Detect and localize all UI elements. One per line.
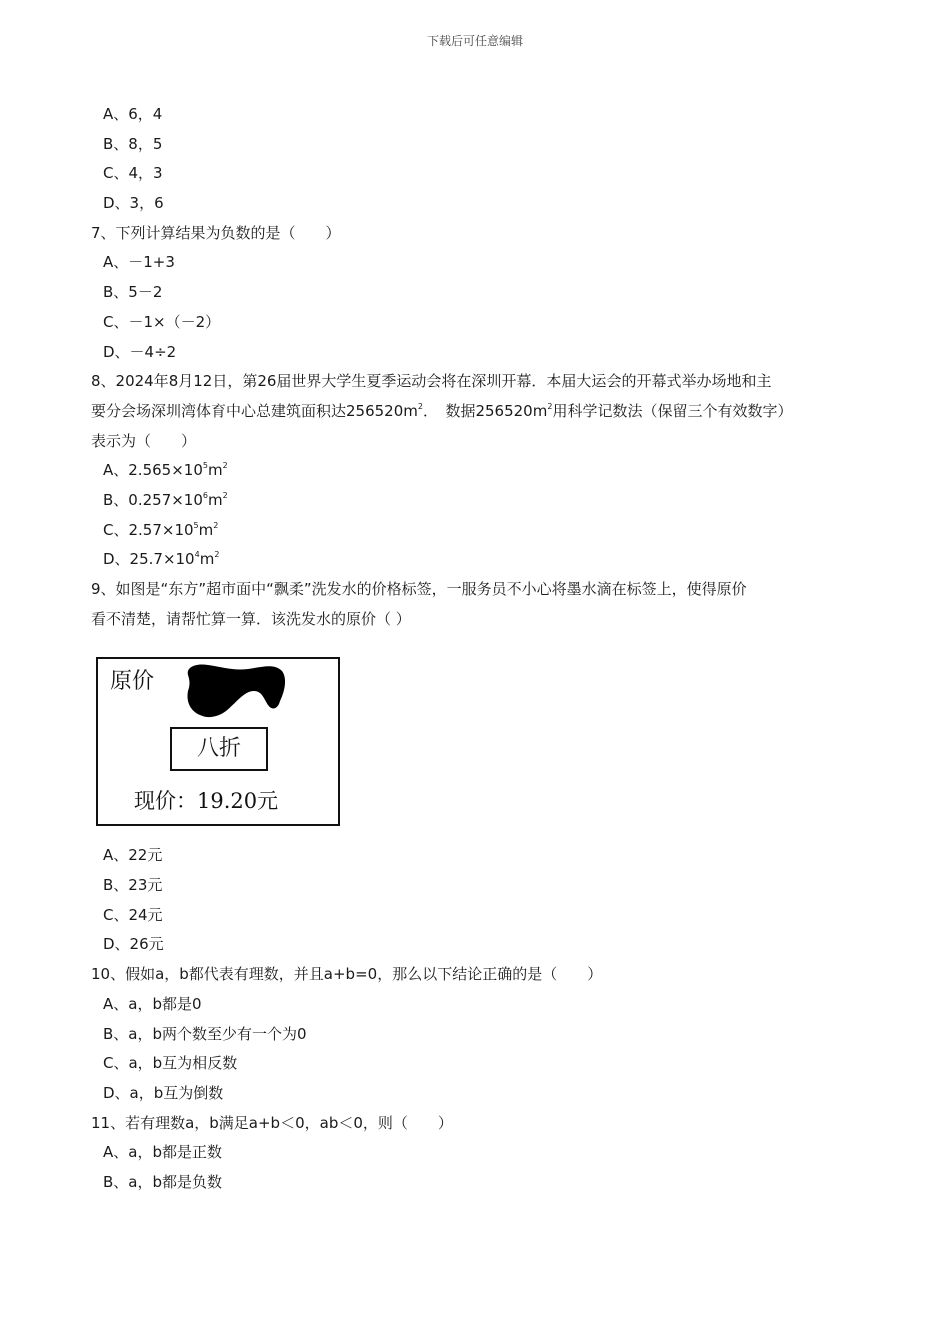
q10-option-b: B、a，b两个数至少有一个为0 bbox=[103, 1024, 307, 1043]
q8-option-b-unit-exponent: 2 bbox=[222, 490, 228, 500]
q8-option-b-exponent: 6 bbox=[202, 490, 208, 500]
q8-option-c-value: C、2.57×10 bbox=[103, 520, 194, 539]
original-price-label: 原价 bbox=[110, 669, 155, 695]
q8-stem-line3: 表示为（ ） bbox=[91, 431, 197, 450]
q8-option-b-value: B、0.257×10 bbox=[103, 490, 203, 509]
q6-option-d: D、3，6 bbox=[103, 194, 164, 213]
q7-option-b: B、5－2 bbox=[103, 283, 163, 302]
q8-option-c-exponent: 5 bbox=[193, 520, 199, 530]
q8-option-c-unit-exponent: 2 bbox=[213, 520, 219, 530]
q6-option-c: C、4，3 bbox=[103, 164, 163, 183]
q8-option-d-unit-exponent: 2 bbox=[214, 550, 220, 560]
q8-option-a-unit-exponent: 2 bbox=[222, 461, 228, 471]
q8-option-d-value: D、25.7×10 bbox=[103, 550, 195, 569]
q9-option-a: A、22元 bbox=[103, 846, 163, 865]
q8-option-c bbox=[91, 516, 861, 546]
q8-stem-line2-part3: 用科学记数法（保留三个有效数字） bbox=[552, 401, 793, 420]
q10-option-c: C、a，b互为相反数 bbox=[103, 1054, 238, 1073]
q8-stem-line2 bbox=[91, 397, 861, 427]
discount-box: 八折 bbox=[170, 727, 268, 771]
q7-stem: 7、下列计算结果为负数的是（ ） bbox=[91, 223, 341, 242]
q7-option-c: C、－1×（－2） bbox=[103, 312, 221, 331]
page-header: 下载后可任意编辑 bbox=[426, 34, 523, 48]
q10-option-d: D、a，b互为倒数 bbox=[103, 1083, 224, 1102]
q11-option-b: B、a，b都是负数 bbox=[103, 1172, 223, 1191]
q9-option-c: C、24元 bbox=[103, 905, 163, 924]
q11-stem: 11、若有理数a，b满足a+b＜0，ab＜0，则（ ） bbox=[91, 1113, 453, 1132]
document-body bbox=[91, 100, 861, 1198]
q8-option-d-unit: m bbox=[199, 550, 215, 569]
q7-option-d: D、－4÷2 bbox=[103, 342, 177, 361]
q8-option-b-unit: m bbox=[207, 490, 223, 509]
q8-superscript: 2 bbox=[417, 401, 423, 411]
q9-option-b: B、23元 bbox=[103, 876, 163, 895]
q8-stem-line1: 8、2024年8月12日，第26届世界大学生夏季运动会将在深圳开幕．本届大运会的开幕式举办场地和主 bbox=[91, 372, 772, 391]
q10-stem: 10、假如a，b都代表有理数，并且a+b=0，那么以下结论正确的是（ ） bbox=[91, 965, 603, 984]
q10-option-a: A、a，b都是0 bbox=[103, 994, 202, 1013]
q7-option-a: A、－1+3 bbox=[103, 253, 175, 272]
q9-option-d: D、26元 bbox=[103, 935, 164, 954]
q8-stem-line2-part2: ． 数据256520m bbox=[422, 401, 548, 420]
q8-superscript: 2 bbox=[547, 401, 553, 411]
price-tag bbox=[96, 657, 340, 826]
q8-option-b bbox=[91, 486, 861, 516]
q8-stem-line2-part1: 要分会场深圳湾体育中心总建筑面积达256520m bbox=[91, 401, 418, 420]
ink-blot-icon bbox=[182, 663, 288, 719]
current-price-label: 现价：19.20元 bbox=[134, 789, 279, 814]
q8-option-a bbox=[91, 456, 861, 486]
q8-option-a-value: A、2.565×10 bbox=[103, 461, 203, 480]
q8-option-d bbox=[91, 545, 861, 575]
q6-option-a: A、6，4 bbox=[103, 105, 163, 123]
q9-stem-line2: 看不清楚，请帮忙算一算．该洗发水的原价（ ） bbox=[91, 609, 411, 628]
q6-option-b: B、8，5 bbox=[103, 134, 163, 153]
q11-option-a: A、a，b都是正数 bbox=[103, 1143, 222, 1162]
q8-option-a-unit: m bbox=[207, 461, 223, 480]
q8-option-c-unit: m bbox=[198, 520, 214, 539]
q8-option-d-exponent: 4 bbox=[194, 550, 200, 560]
q9-stem-line1: 9、如图是“东方”超市面中“飘柔”洗发水的价格标签，一服务员不小心将墨水滴在标签上，使得原价 bbox=[91, 580, 747, 598]
price-tag-figure bbox=[96, 657, 340, 826]
q8-option-a-exponent: 5 bbox=[202, 461, 208, 471]
